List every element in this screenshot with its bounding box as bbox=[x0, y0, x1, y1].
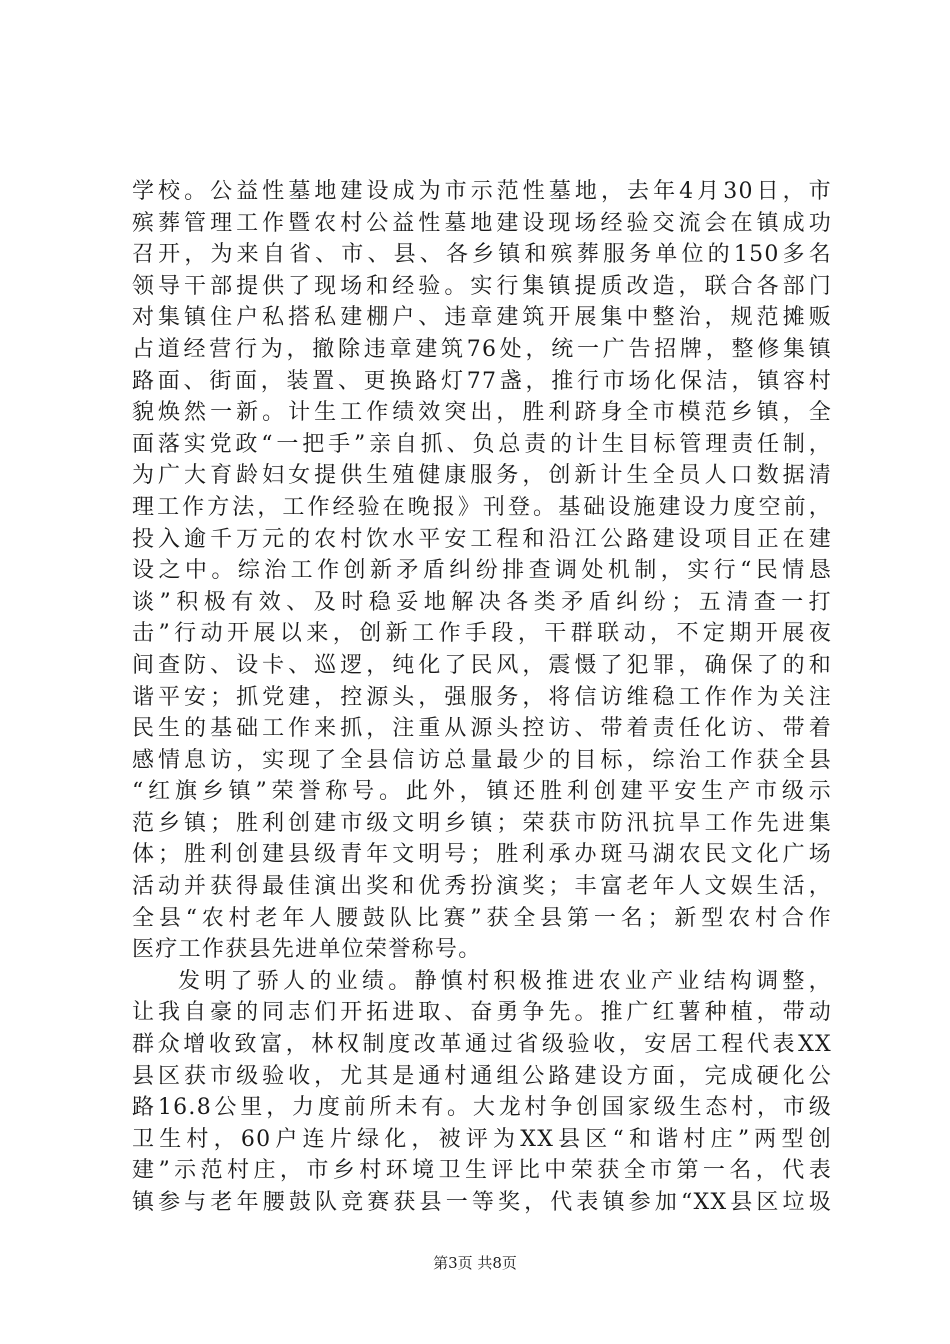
text-line: 建”示范村庄，市乡村环境卫生评比中荣获全市第一名，代表 bbox=[132, 1158, 832, 1184]
text-line: 间查防、设卡、巡逻，纯化了民风，震慑了犯罪，确保了的和 bbox=[132, 652, 832, 678]
text-line: 活动并获得最佳演出奖和优秀扮演奖；丰富老年人文娱生活， bbox=[132, 874, 832, 900]
text-line: 民生的基础工作来抓，注重从源头控访、带着责任化访、带着 bbox=[132, 716, 832, 742]
text-line: 谐平安；抓党建，控源头，强服务，将信访维稳工作作为关注 bbox=[132, 684, 832, 710]
body-text bbox=[132, 176, 832, 1219]
text-line: 县区获市级验收，尤其是通村通组公路建设方面，完成硬化公 bbox=[132, 1063, 832, 1089]
text-line: 全县“农村老年人腰鼓队比赛”获全县第一名；新型农村合作 bbox=[132, 905, 832, 931]
text-line: 貌焕然一新。计生工作绩效突出，胜利跻身全市模范乡镇，全 bbox=[132, 400, 832, 426]
text-line: 让我自豪的同志们开拓进取、奋勇争先。推广红薯种植，带动 bbox=[132, 1000, 832, 1026]
text-line: 镇参与老年腰鼓队竞赛获县一等奖，代表镇参加“XX县区垃圾 bbox=[132, 1190, 832, 1215]
text-line: 为广大育龄妇女提供生殖健康服务，创新计生全员人口数据清 bbox=[132, 463, 832, 489]
page-number: 第3页 共8页 bbox=[433, 1254, 517, 1272]
text-line: 体；胜利创建县级青年文明号；胜利承办斑马湖农民文化广场 bbox=[132, 842, 832, 868]
text-line: 投入逾千万元的农村饮水平安工程和沿江公路建设项目正在建 bbox=[132, 526, 832, 552]
page-footer bbox=[0, 1253, 950, 1273]
text-line: 卫生村，60户连片绿化，被评为XX县区“和谐村庄”两型创 bbox=[132, 1126, 832, 1152]
paragraph-end-line: 医疗工作获县先进单位荣誉称号。 bbox=[132, 937, 482, 963]
text-line: 谈”积极有效、及时稳妥地解决各类矛盾纠纷；五清查一打 bbox=[132, 589, 832, 615]
text-line: 范乡镇；胜利创建市级文明乡镇；荣获市防汛抗旱工作先进集 bbox=[132, 810, 832, 836]
text-line: 设之中。综治工作创新矛盾纠纷排查调处机制，实行“民情恳 bbox=[132, 558, 832, 584]
text-line: 对集镇住户私搭私建棚户、违章建筑开展集中整治，规范摊贩 bbox=[132, 305, 832, 331]
text-line: 面落实党政“一把手”亲自抓、负总责的计生目标管理责任制， bbox=[132, 431, 832, 457]
paragraph-start-line: 发明了骄人的业绩。静慎村积极推进农业产业结构调整， bbox=[178, 968, 832, 994]
text-line: 感情息访，实现了全县信访总量最少的目标，综治工作获全县 bbox=[132, 747, 832, 773]
text-line: 路16.8公里，力度前所未有。大龙村争创国家级生态村，市级 bbox=[132, 1095, 832, 1121]
text-line: 殡葬管理工作暨农村公益性墓地建设现场经验交流会在镇成功 bbox=[132, 210, 832, 236]
text-line: 路面、街面，装置、更换路灯77盏，推行市场化保洁，镇容村 bbox=[132, 368, 832, 394]
text-line: 召开，为来自省、市、县、各乡镇和殡葬服务单位的150多名 bbox=[132, 242, 832, 268]
text-line: 群众增收致富，林权制度改革通过省级验收，安居工程代表XX bbox=[132, 1032, 832, 1058]
text-line: 理工作方法，工作经验在晚报》刊登。基础设施建设力度空前， bbox=[132, 494, 832, 520]
text-line: 占道经营行为，撤除违章建筑76处，统一广告招牌，整修集镇 bbox=[132, 336, 832, 362]
text-line: 学校。公益性墓地建设成为市示范性墓地，去年4月30日，市 bbox=[132, 179, 832, 204]
text-line: 击”行动开展以来，创新工作手段，干群联动，不定期开展夜 bbox=[132, 621, 832, 647]
text-line: “红旗乡镇”荣誉称号。此外，镇还胜利创建平安生产市级示 bbox=[132, 779, 832, 805]
text-line: 领导干部提供了现场和经验。实行集镇提质改造，联合各部门 bbox=[132, 273, 832, 299]
